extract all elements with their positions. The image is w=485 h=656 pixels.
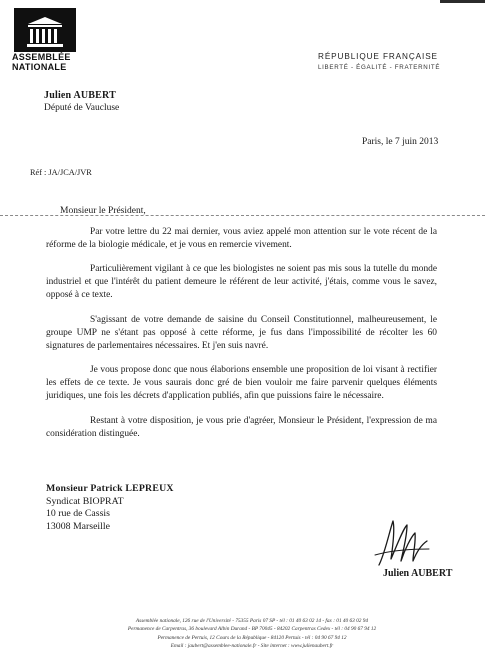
assemblee-nationale-building-icon (14, 8, 76, 52)
republic-motto: LIBERTÉ - ÉGALITÉ - FRATERNITÉ (318, 64, 441, 71)
body-paragraph: Je vous propose donc que nous élaborions ensemble une proposition de loi visant à rectifier les effets de ce texte. Je vous saurais donc gré de bien vouloir me faire parvenir quelques éléments juridiques, une fois les décrets d'application publiés, afin que puissions faire le nécessaire. (46, 365, 437, 402)
recipient-city: 13008 Marseille (46, 520, 110, 532)
institution-line-1: ASSEMBLÉE (12, 52, 71, 62)
institution-name (12, 53, 71, 72)
sender-title: Député de Vaucluse (44, 103, 120, 113)
sender-name: Julien AUBERT (44, 90, 116, 101)
body-paragraph: Particulièrement vigilant à ce que les biologistes ne soient pas mis sous la tutelle du monde industriel et que l'intérêt du patient demeure le référent de leur activité, j'étais, comme vous le savez, opposé à ce texte. (46, 264, 437, 301)
signer-name: Julien AUBERT (383, 568, 453, 579)
letter-body (46, 226, 437, 452)
body-paragraph: Par votre lettre du 22 mai dernier, vous aviez appelé mon attention sur le vote récent de la réforme de la biologie médicale, et je vous en remercie vivement. (46, 227, 437, 250)
recipient-organization: Syndicat BIOPRAT (46, 495, 124, 507)
letter-date: Paris, le 7 juin 2013 (362, 137, 439, 147)
salutation: Monsieur le Président, (60, 206, 146, 216)
body-paragraph: Restant à votre disposition, je vous prie d'agréer, Monsieur le Président, l'expression de ma considération distinguée. (46, 415, 437, 439)
recipient-address (46, 483, 174, 533)
footer-contact (62, 617, 442, 651)
recipient-street: 10 rue de Cassis (46, 508, 110, 519)
body-paragraph: S'agissant de votre demande de saisine du Conseil Constitutionnel, malheureusement, le groupe UMP ne s'étant pas opposé à cette réforme, je fus dans l'impossibilité de récolter les 60 signatures de parlementaires nécessaires. Et j'en suis navré. (46, 314, 437, 351)
institution-line-2: NATIONALE (12, 61, 67, 72)
scan-edge-mark (440, 0, 485, 3)
footer-line: Email : jaubert@assemblee-nationale.fr - Site internet : www.julienaubert.fr (170, 643, 334, 650)
reference-line: Réf : JA/JCA/JVR (30, 168, 92, 177)
republic-heading: RÉPUBLIQUE FRANÇAISE (318, 52, 438, 61)
footer-line: Assemblée nationale, 126 rue de l'Université - 75355 Paris 07 SP - tél : 01 40 63 02 14 - fax : 01 40 63 02 94 (135, 618, 369, 624)
footer-line: Permanence de Pertuis, 12 Cours de la République - 84120 Pertuis - tél : 04 90 67 94 12 (157, 634, 347, 641)
footer-line: Permanence de Carpentras, 36 boulevard Albin Durand - BP 70045 - 84202 Carpentras Cedex - tél : 04 90 67 94 12 (127, 626, 377, 633)
handwritten-signature-icon (373, 515, 431, 573)
recipient-name: Monsieur Patrick LEPREUX (46, 483, 174, 494)
